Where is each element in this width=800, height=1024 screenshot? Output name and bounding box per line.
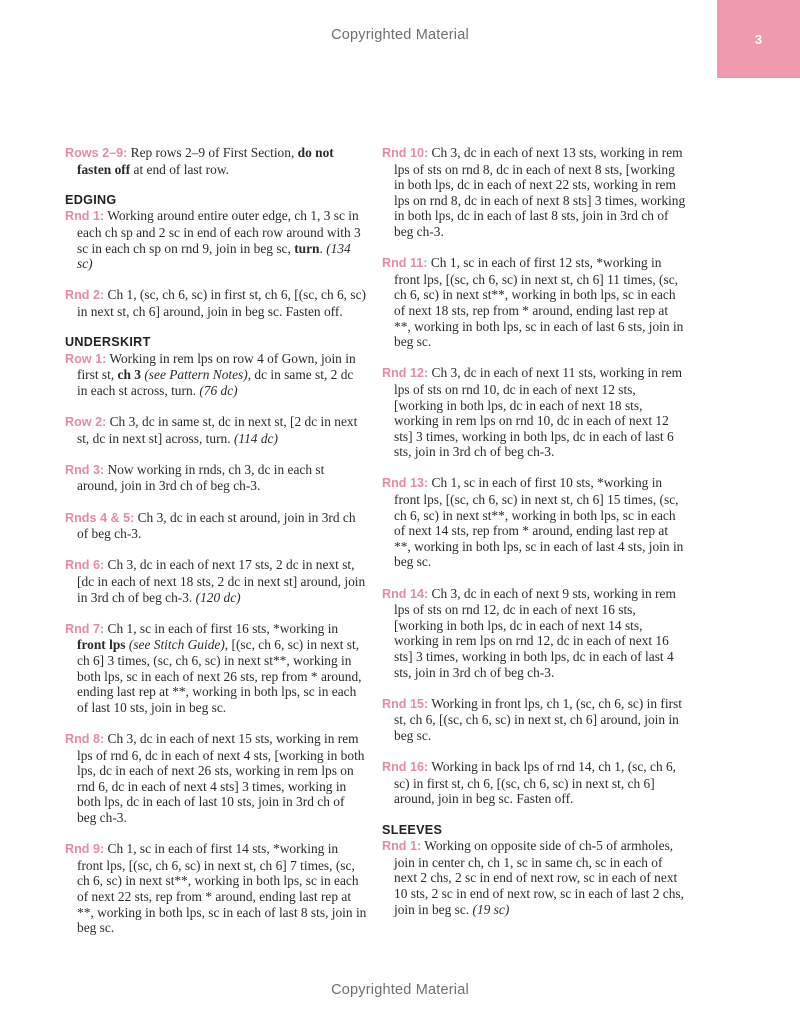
instruction-rows-2-9 <box>65 145 367 177</box>
instruction-text: , [(sc, ch 6, sc) in next st, ch 6] 3 times, (sc, ch 6, sc) in next st**, working in both lps, sc in each of next 26 sts, rep from * around, ending last rep at **, working in both lps, sc in each of last 10 sts, join in beg sc. <box>77 637 362 715</box>
instruction-label: Row 2: <box>65 415 107 430</box>
instruction-row-1 <box>65 351 367 399</box>
instruction-label: Rnd 15: <box>382 696 429 711</box>
instruction-emphasis: turn <box>294 240 320 256</box>
instruction-text: Working around entire outer edge, ch 1, 3 sc in each ch sp and 2 sc in end of each row around with 3 sc in each ch sp on rnd 9, join in beg sc, <box>77 208 361 256</box>
instruction-edging-rnd-2 <box>65 287 367 319</box>
instruction-label: Rnd 2: <box>65 288 105 303</box>
instruction-rnd-16 <box>382 759 687 807</box>
section-heading-underskirt: UNDERSKIRT <box>65 335 151 350</box>
instruction-text: . <box>319 240 327 256</box>
instruction-text: Working in front lps, ch 1, (sc, ch 6, sc) in first st, ch 6, [(sc, ch 6, sc) in next st, ch 6] around, join in beg sc. <box>394 695 682 743</box>
instruction-text: Working on opposite side of ch-5 of armholes, join in center ch, ch 1, sc in same ch, sc in each of next 2 chs, 2 sc in end of next row, sc in each of next 10 sts, 2 sc in end of next row, sc in each of last 2 chs, join in beg sc. <box>394 838 684 917</box>
stitch-count: (76 dc) <box>199 382 238 398</box>
stitch-count: (114 dc) <box>233 430 278 446</box>
instruction-rnd-3 <box>65 462 367 494</box>
instruction-label: Rnds 4 & 5: <box>65 510 135 525</box>
copyright-watermark-bottom: Copyrighted Material <box>331 982 469 998</box>
instruction-text: Ch 1, sc in each of first 14 sts, *working in front lps, [(sc, ch 6, sc) in next st, ch 6] 7 times, (sc, ch 6, sc) in next st**, working in both lps, sc in each of next 22 sts, rep from * around, ending last rep at **, working in both lps, sc in each of last 8 sts, join in beg sc. <box>77 841 367 936</box>
instruction-rnd-8 <box>65 731 367 826</box>
instruction-text: Ch 1, (sc, ch 6, sc) in first st, ch 6, [(sc, ch 6, sc) in next st, ch 6] around, join in beg sc. Fasten off. <box>77 287 366 319</box>
instruction-label: Row 1: <box>65 351 107 366</box>
right-column <box>382 145 687 917</box>
note-reference: (see Stitch Guide) <box>128 637 225 653</box>
instruction-text: Ch 3, dc in each of next 13 sts, working in rem lps of sts on rnd 8, dc in each of next 8 sts, [working in both lps, dc in each of next 22 sts, working in rem lps on rnd 8, dc in each of next 8 sts] 3 times, working in both lps, dc in each of last 8 sts, join in 3rd ch of beg ch-3. <box>394 145 686 239</box>
instruction-rnd-10 <box>382 145 687 240</box>
instruction-text: Ch 3, dc in each of next 9 sts, working in rem lps of sts on rnd 12, dc in each of next 16 sts, [working in both lps, dc in each of next 14 sts, working in rem lps on rnd 12, dc in each of next 16 sts] 3 times, working in both lps, dc in each of last 4 sts, join in 3rd ch of beg ch-3. <box>394 585 676 680</box>
page-number: 3 <box>754 31 763 47</box>
instruction-text: Rep rows 2–9 of First Section, <box>127 145 298 160</box>
instruction-text: at end of last row. <box>130 161 229 177</box>
section-heading-edging: EDGING <box>65 192 117 207</box>
page-number-tab <box>717 0 800 78</box>
instruction-rnd-15 <box>382 696 687 744</box>
instruction-label: Rnd 1: <box>382 839 422 854</box>
instruction-label: Rnd 3: <box>65 462 105 477</box>
instruction-text: Ch 1, sc in each of first 12 sts, *working in front lps, [(sc, ch 6, sc) in next st, ch 6] 11 times, (sc, ch 6, sc) in next st**, working in both lps, sc in each of next 18 sts, rep from * around, ending last rep at **, working in both lps, sc in each of last 6 sts, join in beg sc. <box>394 255 684 350</box>
instruction-text: Ch 3, dc in each of next 15 sts, working in rem lps of rnd 6, dc in each of next 4 sts, [working in both lps, dc in each of next 26 sts, working in rem lps on rnd 6, dc in each of next 4 sts] 3 times, working in both lps, dc in each of last 10 sts, join in 3rd ch of beg ch-3. <box>77 730 365 825</box>
instruction-text: Working in rem lps on row 4 of Gown, join in first st, <box>77 350 356 383</box>
stitch-count: (120 dc) <box>195 589 241 605</box>
instruction-row-2 <box>65 414 367 446</box>
section-heading-sleeves: SLEEVES <box>382 822 443 837</box>
instruction-rnd-13 <box>382 475 687 570</box>
instruction-rnds-4-5 <box>65 510 367 542</box>
instruction-emphasis: do not fasten off <box>77 145 334 177</box>
instruction-rnd-9 <box>65 841 367 936</box>
instruction-rnd-7 <box>65 621 367 716</box>
instruction-label: Rnd 14: <box>382 586 429 601</box>
instruction-label: Rows 2–9: <box>65 146 128 160</box>
instruction-label: Rnd 13: <box>382 476 429 491</box>
instruction-rnd-6 <box>65 557 367 605</box>
instruction-sleeves-rnd-1 <box>382 838 687 917</box>
instruction-label: Rnd 16: <box>382 760 429 775</box>
instruction-label: Rnd 9: <box>65 842 105 857</box>
instruction-label: Rnd 10: <box>382 146 429 160</box>
instruction-text: Now working in rnds, ch 3, dc in each st around, join in 3rd ch of beg ch-3. <box>77 461 325 494</box>
instruction-rnd-14 <box>382 586 687 681</box>
instruction-text: Ch 1, sc in each of first 10 sts, *working in front lps, [(sc, ch 6, sc) in next st, ch 6] 15 times, (sc, ch 6, sc) in next st**, working in both lps, sc in each of next 14 sts, rep from * around, ending last rep at **, working in both lps, sc in each of last 4 sts, join in beg sc. <box>394 475 684 570</box>
instruction-text: Ch 3, dc in each st around, join in 3rd ch of beg ch-3. <box>77 509 356 542</box>
instruction-text: , dc in same st, 2 dc in each st across, turn. <box>77 367 354 398</box>
instruction-label: Rnd 8: <box>65 731 105 746</box>
instruction-text: Working in back lps of rnd 14, ch 1, (sc, ch 6, sc) in first st, ch 6, [(sc, ch 6, sc) in next st, ch 6] around, join in beg sc. Fasten off. <box>394 759 677 807</box>
copyright-watermark-top: Copyrighted Material <box>331 27 469 43</box>
instruction-label: Rnd 6: <box>65 558 105 573</box>
instruction-text: Ch 3, dc in each of next 17 sts, 2 dc in next st, [dc in each of next 18 sts, 2 dc in next st] around, join in 3rd ch of beg ch-3. <box>77 557 366 605</box>
instruction-label: Rnd 12: <box>382 366 429 381</box>
instruction-emphasis: ch 3 <box>117 367 141 383</box>
stitch-count: (19 sc) <box>472 901 510 917</box>
instruction-text: Ch 3, dc in same st, dc in next st, [2 dc in next st, dc in next st] across, turn. <box>77 414 358 446</box>
instruction-rnd-12 <box>382 365 687 460</box>
instruction-label: Rnd 1: <box>65 209 105 224</box>
instruction-emphasis: front lps <box>77 637 126 653</box>
instruction-text: Ch 1, sc in each of first 16 sts, *working in <box>104 620 339 636</box>
instruction-label: Rnd 11: <box>382 256 428 271</box>
instruction-rnd-11 <box>382 255 687 350</box>
instruction-edging-rnd-1 <box>65 208 367 271</box>
left-column <box>65 145 367 936</box>
note-reference: (see Pattern Notes) <box>144 367 248 383</box>
instruction-label: Rnd 7: <box>65 621 105 636</box>
stitch-count: (134 sc) <box>77 240 351 272</box>
instruction-text: Ch 3, dc in each of next 11 sts, working in rem lps of sts on rnd 10, dc in each of next 12 sts, [working in both lps, dc in each of next 18 sts, working in rem lps on rnd 10, dc in each of next 12 sts] 3 times, working in both lps, dc in each of last 6 sts, join in 3rd ch of beg ch-3. <box>394 365 683 460</box>
